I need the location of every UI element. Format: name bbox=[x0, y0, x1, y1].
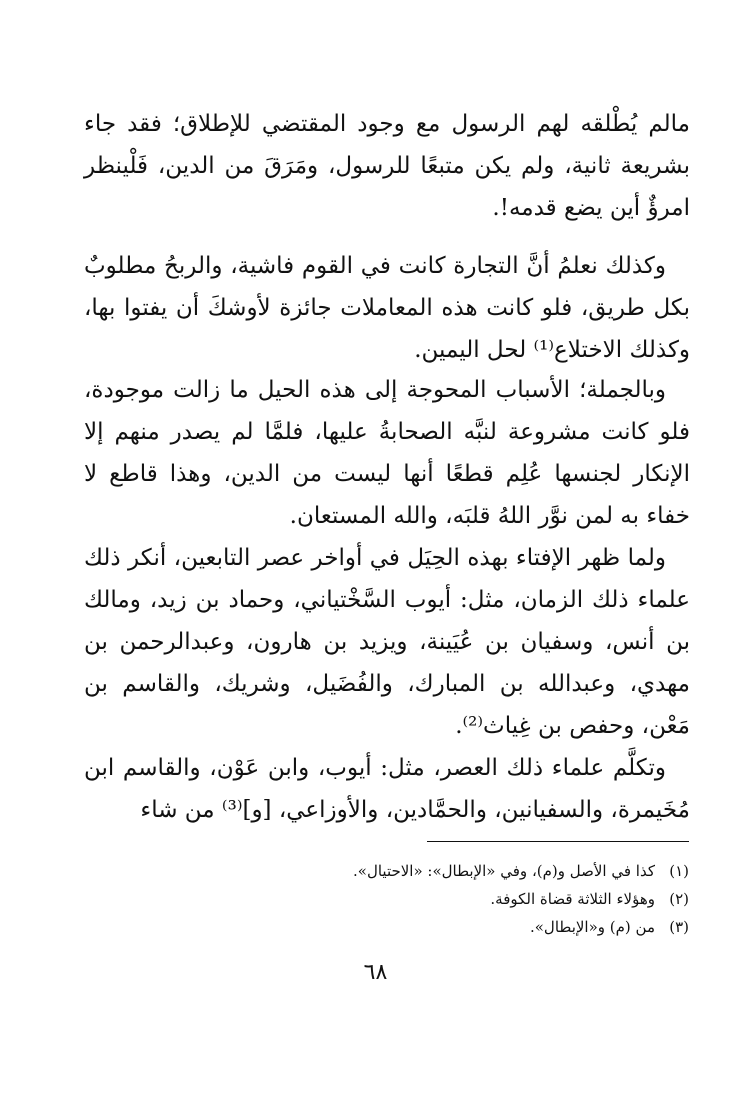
paragraph-1 bbox=[84, 103, 690, 229]
footnote-text: كذا في الأصل و(م)، وفي «الإبطال»: «الاحتيال». bbox=[353, 862, 655, 880]
paragraph-text: وتكلَّم علماء ذلك العصر، مثل: أيوب، وابن عَوْن، والقاسم ابن مُخَيمرة، والسفيانين، والحمَّادين، والأوزاعي، [و]⁽³⁾ من شاء bbox=[84, 755, 690, 823]
paragraph-text: وبالجملة؛ الأسباب المحوجة إلى هذه الحيل ما زالت موجودة، فلو كانت مشروعة لنبَّه الصحابةُ عليها، فلمَّا لم يصدر منهم إلا الإنكار لجنسها عُلِم قطعًا أنها ليست من الدين، وهذا قاطع لا خفاء به لمن نوَّر اللهُ قلبَه، والله المستعان. bbox=[84, 377, 690, 529]
paragraph-5 bbox=[84, 747, 690, 831]
footnote-3 bbox=[83, 913, 689, 941]
footnote-divider bbox=[427, 841, 689, 842]
paragraph-3 bbox=[84, 369, 690, 537]
footnote-2 bbox=[83, 885, 689, 913]
paragraph-text: مالم يُطْلقه لهم الرسول مع وجود المقتضي للإطلاق؛ فقد جاء بشريعة ثانية، ولم يكن متبعًا للرسول، ومَرَقَ من الدين، فَلْينظر امرؤٌ أين يضع قدمه!. bbox=[84, 111, 690, 221]
paragraph-text: ولما ظهر الإفتاء بهذه الحِيَل في أواخر عصر التابعين، أنكر ذلك علماء ذلك الزمان، مثل: أيوب السَّخْتياني، وحماد بن زيد، ومالك بن أنس، وسفيان بن عُيَينة، ويزيد بن هارون، وعبدالرحمن بن مهدي، وعبدالله بن المبارك، والفُضَيل، وشريك، والقاسم بن مَعْن، وحفص بن غِياث⁽²⁾. bbox=[84, 545, 690, 739]
footnote-number: (٣) bbox=[669, 918, 689, 936]
footnote-number: (١) bbox=[669, 862, 689, 880]
paragraph-4 bbox=[84, 537, 690, 747]
paragraph-2 bbox=[84, 245, 690, 371]
footnote-1 bbox=[83, 857, 689, 885]
footnote-number: (٢) bbox=[669, 890, 689, 908]
footnote-text: وهؤلاء الثلاثة قضاة الكوفة. bbox=[490, 890, 655, 908]
footnote-text: من (م) و«الإبطال». bbox=[529, 918, 655, 936]
footnotes bbox=[83, 857, 689, 941]
page-number: ٦٨ bbox=[363, 960, 388, 985]
paragraph-text: وكذلك نعلمُ أنَّ التجارة كانت في القوم فاشية، والربحُ مطلوبٌ بكل طريق، فلو كانت هذه المعاملات جائزة لأوشكَ أن يفتوا بها، وكذلك الاختلاع⁽¹⁾ لحل اليمين. bbox=[84, 253, 690, 363]
